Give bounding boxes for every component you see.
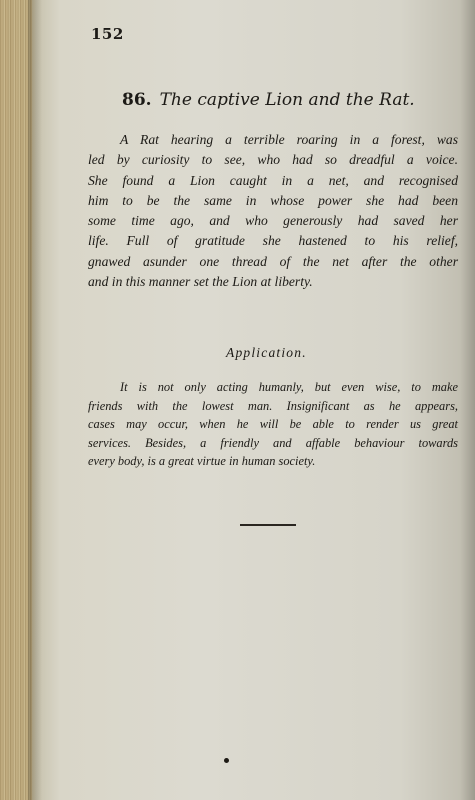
fable-title-text: The captive Lion and the Rat. — [159, 90, 415, 110]
page-content — [86, 0, 458, 800]
story-line: gnawed asunder one thread of the net after the other — [88, 253, 458, 269]
story-line: She found a Lion caught in a net, and recognised — [88, 172, 458, 188]
story-line: some time ago, and who generously had saved her — [88, 213, 458, 229]
fable-story — [88, 130, 458, 292]
application-text — [88, 378, 458, 471]
fable-number: 86. — [122, 90, 152, 110]
application-heading: Application. — [226, 345, 307, 360]
application-line: friends with the lowest man. Insignificant as he appears, — [88, 398, 458, 413]
story-line: him to be the same in whose power she had been — [88, 192, 458, 208]
story-line: life. Full of gratitude she hastened to his relief, — [88, 233, 458, 249]
story-line: and in this manner set the Lion at liberty. — [88, 274, 313, 290]
fable-title — [122, 90, 452, 110]
story-line: A Rat hearing a terrible roaring in a forest, was — [120, 132, 458, 147]
application-line: services. Besides, a friendly and affable behaviour towards — [88, 435, 458, 450]
application-line: every body, is a great virtue in human society. — [88, 454, 316, 469]
section-divider — [240, 524, 296, 526]
gutter-shadow — [28, 0, 42, 800]
story-line: led by curiosity to see, who had so dreadful a voice. — [88, 152, 458, 168]
page-number: 152 — [91, 25, 124, 43]
ink-speck — [224, 758, 229, 763]
application-line: cases may occur, when he will be able to render us great — [88, 417, 458, 432]
application-line: It is not only acting humanly, but even wise, to make — [120, 380, 458, 394]
